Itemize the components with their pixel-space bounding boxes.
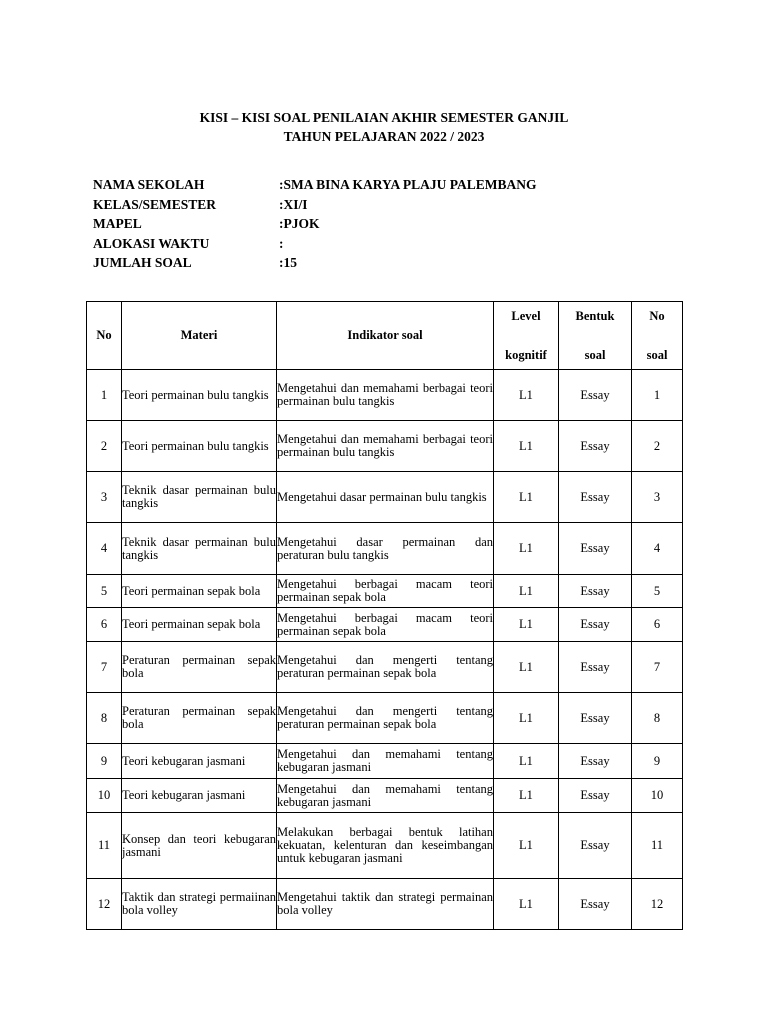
cell-bentuk: Essay [559,744,632,779]
cell-indikator: Mengetahui dasar permainan dan peraturan bulu tangkis [277,523,494,575]
info-label: ALOKASI WAKTU [93,235,210,251]
info-row-time [93,234,537,254]
info-value: : [279,235,284,251]
table-row [87,523,683,575]
cell-indikator: Mengetahui dan memahami tentang kebugaran jasmani [277,744,494,779]
info-row-school [93,175,537,195]
info-value: :XI/I [279,196,308,212]
document-title: KISI – KISI SOAL PENILAIAN AKHIR SEMESTER GANJIL [199,110,569,125]
cell-materi: Taktik dan strategi permaiinan bola volley [122,879,277,930]
info-label: MAPEL [93,216,142,231]
cell-nosoal: 12 [632,879,683,930]
cell-no: 2 [87,421,122,472]
cell-bentuk: Essay [559,523,632,575]
header-bentuk-bottom: soal [584,347,606,362]
header-level [494,302,559,370]
cell-indikator: Mengetahui dan mengerti tentang peraturan permainan sepak bola [277,642,494,693]
cell-materi: Teknik dasar permainan bulu tangkis [122,472,277,523]
info-value: :PJOK [279,216,320,231]
table-row [87,642,683,693]
cell-no: 4 [87,523,122,575]
cell-no: 11 [87,813,122,879]
cell-materi: Teori permainan sepak bola [122,575,277,608]
table-body [87,370,683,930]
table-row [87,813,683,879]
info-value: :SMA BINA KARYA PLAJU PALEMBANG [279,177,537,192]
cell-level: L1 [494,472,559,523]
header-materi: Materi [122,302,277,370]
info-block [93,175,537,273]
cell-materi: Teori permainan bulu tangkis [122,421,277,472]
cell-materi: Teori kebugaran jasmani [122,744,277,779]
info-label: JUMLAH SOAL [93,255,192,270]
cell-indikator: Mengetahui dan memahami berbagai teori permainan bulu tangkis [277,421,494,472]
cell-level: L1 [494,523,559,575]
cell-indikator: Mengetahui berbagai macam teori permainan sepak bola [277,575,494,608]
table-row [87,879,683,930]
cell-level: L1 [494,608,559,642]
table-row [87,744,683,779]
header-indikator: Indikator soal [277,302,494,370]
cell-bentuk: Essay [559,813,632,879]
cell-indikator: Mengetahui dan memahami berbagai teori permainan bulu tangkis [277,370,494,421]
header-no: No [87,302,122,370]
cell-no: 3 [87,472,122,523]
cell-no: 7 [87,642,122,693]
info-row-subject [93,214,537,234]
cell-no: 1 [87,370,122,421]
cell-materi: Teori kebugaran jasmani [122,779,277,813]
cell-no: 6 [87,608,122,642]
cell-materi: Teknik dasar permainan bulu tangkis [122,523,277,575]
header-nosoal-top: No [649,308,665,323]
cell-materi: Peraturan permainan sepak bola [122,642,277,693]
cell-bentuk: Essay [559,575,632,608]
header-bentuk-top: Bentuk [575,308,615,323]
cell-bentuk: Essay [559,370,632,421]
cell-bentuk: Essay [559,421,632,472]
cell-nosoal: 11 [632,813,683,879]
cell-nosoal: 7 [632,642,683,693]
cell-indikator: Mengetahui berbagai macam teori permainan sepak bola [277,608,494,642]
cell-nosoal: 1 [632,370,683,421]
info-row-count [93,253,537,273]
cell-indikator: Mengetahui taktik dan strategi permainan bola volley [277,879,494,930]
info-label: NAMA SEKOLAH [93,177,205,192]
cell-bentuk: Essay [559,879,632,930]
cell-nosoal: 4 [632,523,683,575]
cell-materi: Teori permainan bulu tangkis [122,370,277,421]
cell-level: L1 [494,575,559,608]
cell-materi: Teori permainan sepak bola [122,608,277,642]
cell-bentuk: Essay [559,693,632,744]
header-level-bottom: kognitif [505,347,547,362]
header-nosoal [632,302,683,370]
cell-nosoal: 8 [632,693,683,744]
cell-level: L1 [494,744,559,779]
cell-bentuk: Essay [559,642,632,693]
table-row [87,575,683,608]
cell-level: L1 [494,693,559,744]
info-row-class [93,195,537,215]
table-row [87,370,683,421]
cell-no: 9 [87,744,122,779]
cell-no: 8 [87,693,122,744]
cell-level: L1 [494,879,559,930]
cell-level: L1 [494,370,559,421]
header-nosoal-bottom: soal [646,347,668,362]
cell-bentuk: Essay [559,608,632,642]
info-value: :15 [279,255,297,270]
cell-no: 5 [87,575,122,608]
cell-indikator: Mengetahui dasar permainan bulu tangkis [277,472,494,523]
cell-bentuk: Essay [559,472,632,523]
cell-level: L1 [494,642,559,693]
table-row [87,472,683,523]
table-header-row [87,302,683,370]
table-row [87,421,683,472]
cell-nosoal: 5 [632,575,683,608]
table-row [87,608,683,642]
cell-nosoal: 6 [632,608,683,642]
cell-indikator: Mengetahui dan mengerti tentang peraturan permainan sepak bola [277,693,494,744]
cell-indikator: Melakukan berbagai bentuk latihan kekuatan, kelenturan dan keseimbangan untuk kebugaran jasmani [277,813,494,879]
header-level-top: Level [511,308,541,323]
cell-materi: Peraturan permainan sepak bola [122,693,277,744]
table-row [87,693,683,744]
cell-level: L1 [494,421,559,472]
header-bentuk [559,302,632,370]
document-subtitle: TAHUN PELAJARAN 2022 / 2023 [283,129,485,144]
cell-level: L1 [494,779,559,813]
cell-nosoal: 2 [632,421,683,472]
cell-no: 10 [87,779,122,813]
cell-nosoal: 9 [632,744,683,779]
cell-no: 12 [87,879,122,930]
info-label: KELAS/SEMESTER [93,196,217,212]
question-grid-table [86,301,683,930]
cell-bentuk: Essay [559,779,632,813]
table-row [87,779,683,813]
cell-nosoal: 10 [632,779,683,813]
cell-level: L1 [494,813,559,879]
cell-nosoal: 3 [632,472,683,523]
cell-materi: Konsep dan teori kebugaran jasmani [122,813,277,879]
cell-indikator: Mengetahui dan memahami tentang kebugaran jasmani [277,779,494,813]
